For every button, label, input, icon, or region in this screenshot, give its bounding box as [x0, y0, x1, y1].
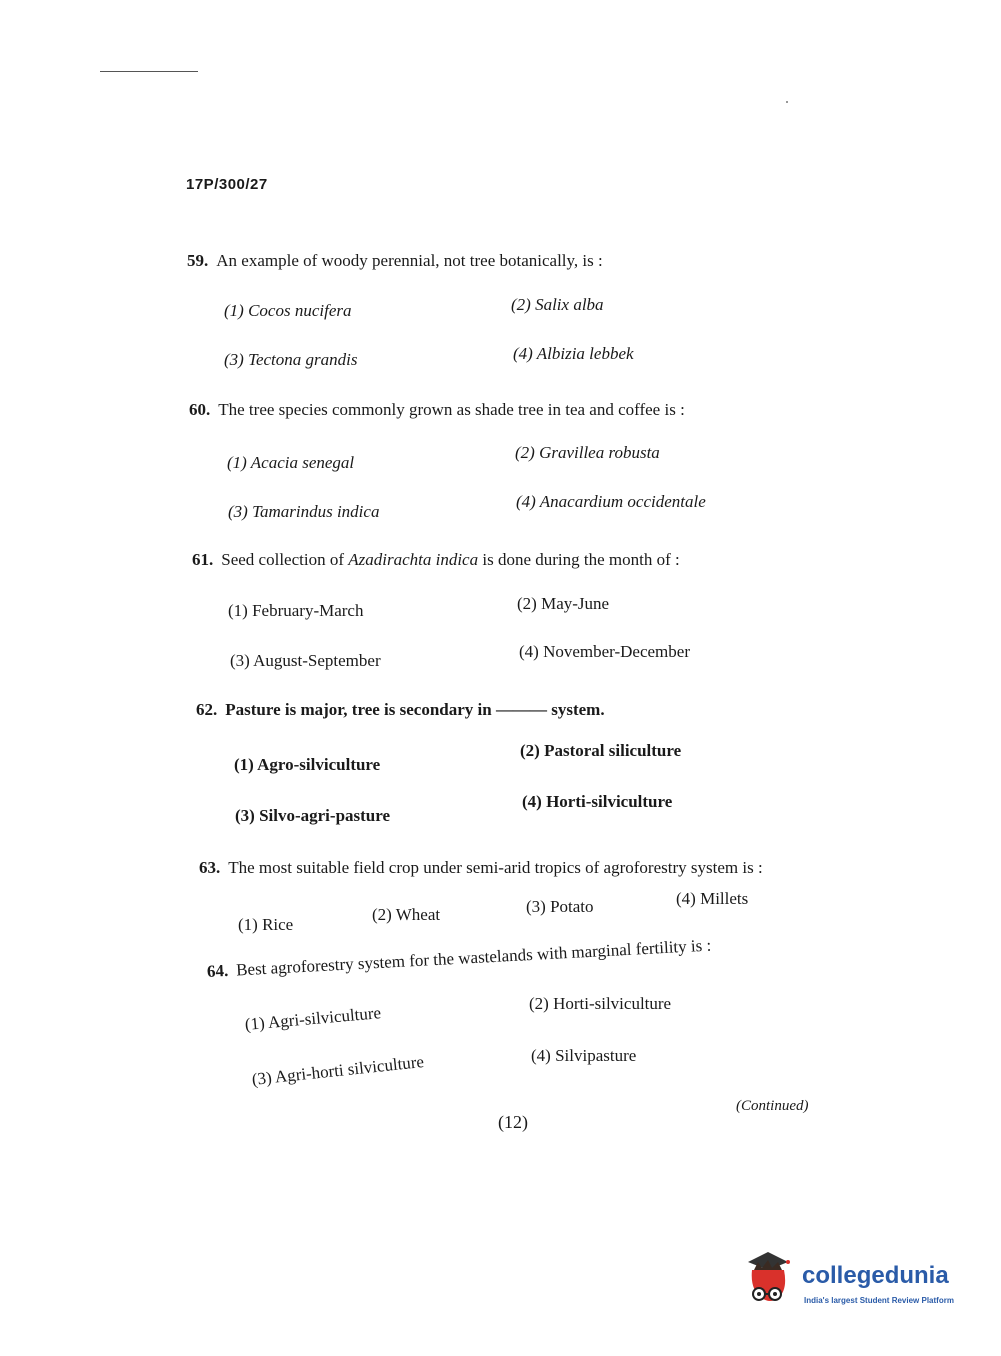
- continued-label: (Continued): [736, 1098, 809, 1114]
- option-1: (1) February-March: [228, 601, 364, 620]
- question-number: 64.: [206, 960, 229, 981]
- collegedunia-logo: [742, 1248, 972, 1320]
- question-number: 59.: [187, 251, 209, 270]
- option-1: (1) Cocos nucifera: [224, 301, 352, 320]
- paper-code: 17P/300/27: [186, 176, 268, 193]
- question-text: An example of woody perennial, not tree botanically, is :: [216, 251, 603, 270]
- question-text: The most suitable field crop under semi-arid tropics of agroforestry system is :: [228, 858, 763, 877]
- scan-line: [100, 71, 198, 72]
- option-4: (4) Silvipasture: [531, 1046, 637, 1065]
- question-text: Pasture is major, tree is secondary in ——— system.: [225, 700, 605, 719]
- option-3: (3) Silvo-agri-pasture: [235, 806, 391, 825]
- option-4: (4) November-December: [519, 642, 690, 661]
- scan-dot: [786, 101, 788, 103]
- question-number: 63.: [199, 858, 221, 877]
- option-3: (3) Tamarindus indica: [228, 502, 380, 521]
- question-text: Best agroforestry system for the wastelands with marginal fertility is :: [235, 935, 712, 980]
- option-1: (1) Agri-silviculture: [244, 1003, 382, 1034]
- option-3: (3) Agri-horti silviculture: [250, 1051, 425, 1089]
- option-2: (2) Gravillea robusta: [515, 443, 660, 462]
- student-mascot-icon: [742, 1248, 800, 1310]
- option-4: (4) Horti-silviculture: [522, 792, 673, 811]
- option-3: (3) August-September: [230, 651, 381, 670]
- option-3: (3) Tectona grandis: [224, 350, 358, 369]
- question-number: 61.: [192, 550, 214, 569]
- option-1: (1) Acacia senegal: [227, 453, 355, 472]
- page-number: (12): [498, 1112, 528, 1132]
- option-4: (4) Millets: [676, 889, 749, 908]
- brand-tagline: India's largest Student Review Platform: [804, 1296, 954, 1305]
- option-2: (2) Horti-silviculture: [529, 994, 672, 1013]
- option-1: (1) Agro-silviculture: [234, 755, 381, 774]
- question-text-suffix: is done during the month of :: [478, 550, 680, 569]
- option-4: (4) Albizia lebbek: [513, 344, 634, 363]
- question-text-species: Azadirachta indica: [348, 550, 479, 569]
- question-number: 62.: [196, 700, 218, 719]
- option-4: (4) Anacardium occidentale: [516, 492, 706, 511]
- option-2: (2) May-June: [517, 594, 610, 613]
- option-2: (2) Pastoral siliculture: [520, 741, 682, 760]
- option-1: (1) Rice: [238, 915, 294, 934]
- question-text-prefix: Seed collection of: [221, 550, 349, 569]
- question-number: 60.: [189, 400, 211, 419]
- option-3: (3) Potato: [526, 897, 594, 916]
- option-2: (2) Salix alba: [511, 295, 604, 314]
- brand-name: collegedunia: [802, 1262, 949, 1289]
- option-2: (2) Wheat: [372, 905, 441, 924]
- question-text: The tree species commonly grown as shade tree in tea and coffee is :: [218, 400, 685, 419]
